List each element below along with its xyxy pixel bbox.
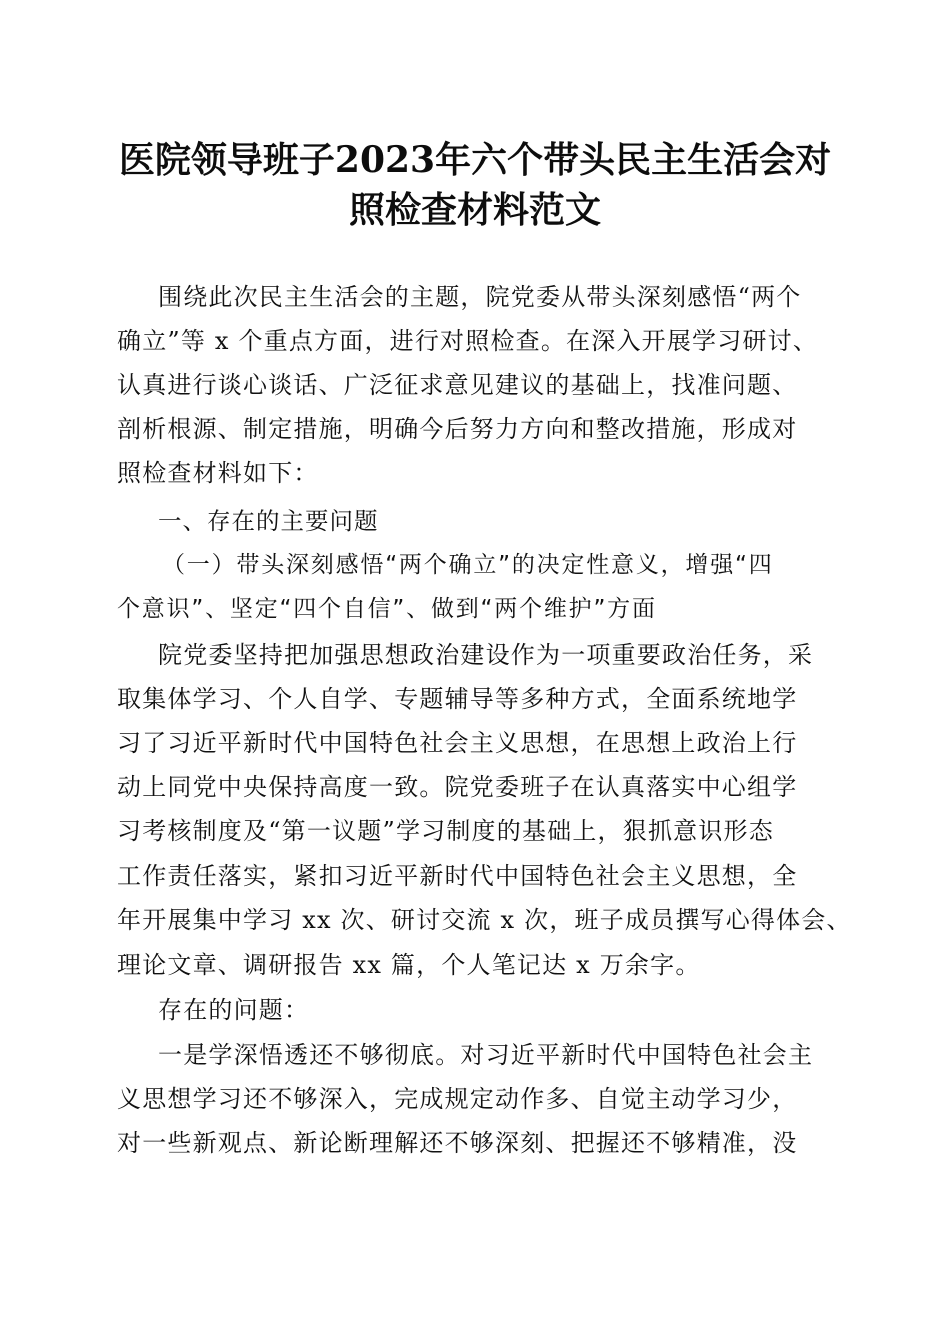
problem-one-first-line: [158, 1040, 813, 1070]
intro-paragraph-line: 围绕此次民主生活会的主题，院党委从带头深刻感悟“两个: [158, 283, 802, 311]
problem-one-lead: 一是学深悟透还不够彻底。: [158, 1041, 461, 1069]
intro-paragraph-line: 剖析根源、制定措施，明确今后努力方向和整改措施，形成对: [117, 415, 798, 443]
intro-paragraph-line: 照检查材料如下：: [117, 459, 319, 487]
subsection-heading-line: （一）带头深刻感悟“两个确立”的决定性意义，增强“四: [162, 552, 774, 578]
intro-paragraph-line: 确立”等 x 个重点方面，进行对照检查。在深入开展学习研讨、: [117, 327, 819, 355]
subsection-heading-line: 个意识”、坚定“四个自信”、做到“两个维护”方面: [117, 596, 657, 622]
body-paragraph-line: 理论文章、调研报告 xx 篇，个人笔记达 x 万余字。: [117, 951, 701, 979]
body-paragraph-line: 年开展集中学习 xx 次、研讨交流 x 次，班子成员撰写心得体会、: [117, 906, 852, 934]
body-paragraph-line: 动上同党中央保持高度一致。院党委班子在认真落实中心组学: [117, 773, 798, 801]
problem-one-line: 义思想学习还不够深入，完成规定动作多、自觉主动学习少，: [117, 1085, 798, 1113]
problem-one-line: 对一些新观点、新论断理解还不够深刻、把握还不够精准，没: [117, 1129, 798, 1157]
body-paragraph-line: 院党委坚持把加强思想政治建设作为一项重要政治任务，采: [158, 641, 814, 669]
problems-label: 存在的问题：: [158, 996, 310, 1024]
section-heading: 一、存在的主要问题: [158, 507, 379, 535]
body-paragraph-line: 取集体学习、个人自学、专题辅导等多种方式，全面系统地学: [117, 685, 798, 713]
intro-paragraph-line: 认真进行谈心谈话、广泛征求意见建议的基础上，找准问题、: [117, 371, 798, 399]
body-paragraph-line: 习了习近平新时代中国特色社会主义思想，在思想上政治上行: [117, 729, 798, 757]
body-paragraph-line: 工作责任落实，紧扣习近平新时代中国特色社会主义思想，全: [117, 862, 798, 890]
body-paragraph-line: 习考核制度及“第一议题”学习制度的基础上，狠抓意识形态: [117, 817, 774, 845]
problem-one-text: 对习近平新时代中国特色社会主: [460, 1041, 814, 1069]
document-title-line-2: 照检查材料范文: [348, 189, 601, 231]
document-title-line-1: 医院领导班子2023年六个带头民主生活会对: [118, 139, 832, 181]
